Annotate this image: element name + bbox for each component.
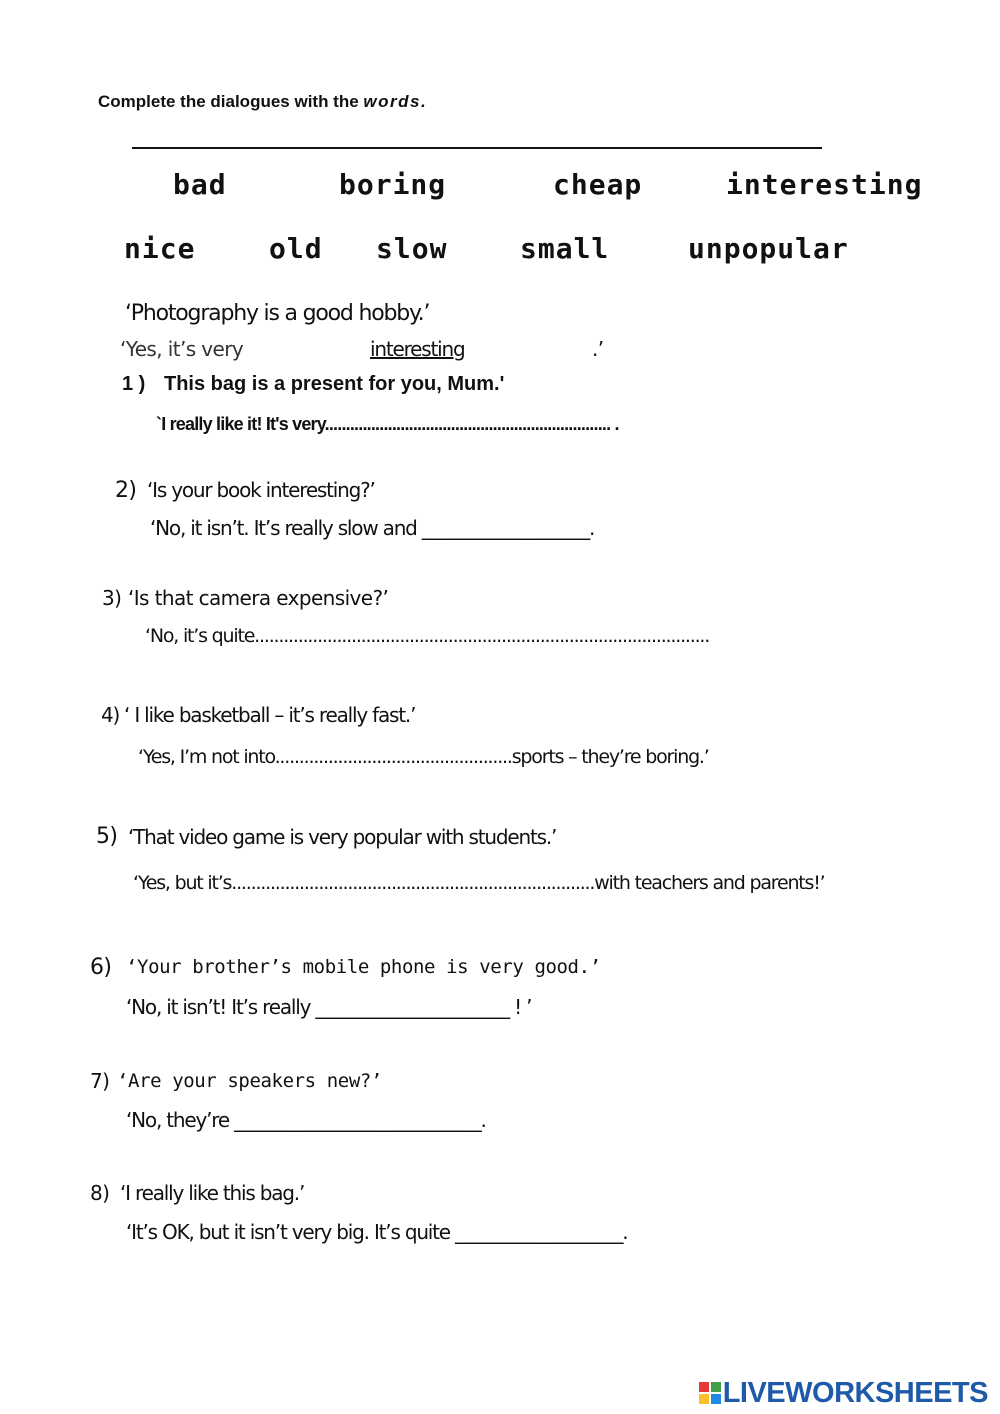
instruction-emphasis: words (363, 92, 421, 111)
item-question: ‘Your brother’s mobile phone is very good.’ (126, 956, 601, 978)
divider-line (132, 147, 822, 149)
instruction (98, 92, 427, 112)
example-question: ‘Photography is a good hobby.’ (125, 301, 430, 326)
instruction-text: Complete the dialogues with the (98, 92, 364, 111)
item-answer-blank[interactable]: ‘No, they’re ____________________________. (126, 1108, 486, 1132)
item-answer-blank[interactable]: ‘No, it’s quite.............................................................................................. (145, 625, 710, 647)
item-answer-blank[interactable]: ‘No, it isn’t. It’s really slow and ___________________. (150, 516, 595, 540)
item-number: 8) (90, 1181, 110, 1205)
item-question: ‘That video game is very popular with students.’ (128, 825, 557, 849)
item-number: 4) (101, 703, 120, 727)
item-answer-blank[interactable]: ‘Yes, but it’s...........................................................................with teachers and parents!’ (133, 872, 825, 894)
logo-square (711, 1382, 721, 1392)
item-answer-blank[interactable]: ‘No, it isn’t! It’s really ______________________ ! ’ (126, 995, 532, 1019)
word-nice: nice (124, 232, 196, 265)
word-unpopular: unpopular (688, 232, 849, 265)
item-number: 5) (96, 824, 118, 849)
logo-square (711, 1394, 721, 1404)
word-boring: boring (339, 168, 447, 201)
item-question: ‘Is your book interesting?’ (147, 478, 375, 502)
word-interesting: interesting (726, 168, 923, 201)
item-answer-blank[interactable]: ‘Yes, I’m not into.................................................sports – they’re boring.’ (138, 746, 709, 768)
watermark-text: LIVEWORKSHEETS (722, 1376, 988, 1409)
logo-square (699, 1394, 709, 1404)
word-small: small (520, 232, 610, 265)
item-number: 1 ) (122, 373, 146, 395)
item-answer-blank[interactable]: ‘It’s OK, but it isn’t very big. It’s quite ___________________. (126, 1220, 628, 1244)
liveworksheets-watermark (699, 1378, 988, 1408)
item-question: ‘Is that camera expensive?’ (128, 586, 389, 610)
instruction-end: . (420, 92, 428, 111)
logo-square (699, 1382, 709, 1392)
word-cheap: cheap (553, 168, 643, 201)
example-answer-start: ‘Yes, it’s very (120, 337, 244, 361)
example-answer-end: .’ (592, 337, 604, 361)
item-number: 2) (115, 478, 137, 503)
item-number: 3) (102, 586, 122, 610)
example-answer-word: interesting (370, 337, 465, 361)
word-bad: bad (173, 168, 227, 201)
item-number: 7) (90, 1069, 110, 1093)
item-question: ‘I really like this bag.’ (120, 1181, 305, 1205)
liveworksheets-logo-icon (699, 1382, 721, 1404)
word-old: old (269, 232, 323, 265)
item-question: ‘Are your speakers new?’ (117, 1070, 382, 1092)
item-question: ‘ I like basketball – it’s really fast.’ (124, 703, 416, 727)
word-slow: slow (376, 232, 448, 265)
item-number: 6) (90, 955, 112, 980)
item-answer-blank[interactable]: `I really like it! It's very.................................................................... . (156, 414, 619, 434)
item-question: This bag is a present for you, Mum.' (164, 373, 505, 395)
